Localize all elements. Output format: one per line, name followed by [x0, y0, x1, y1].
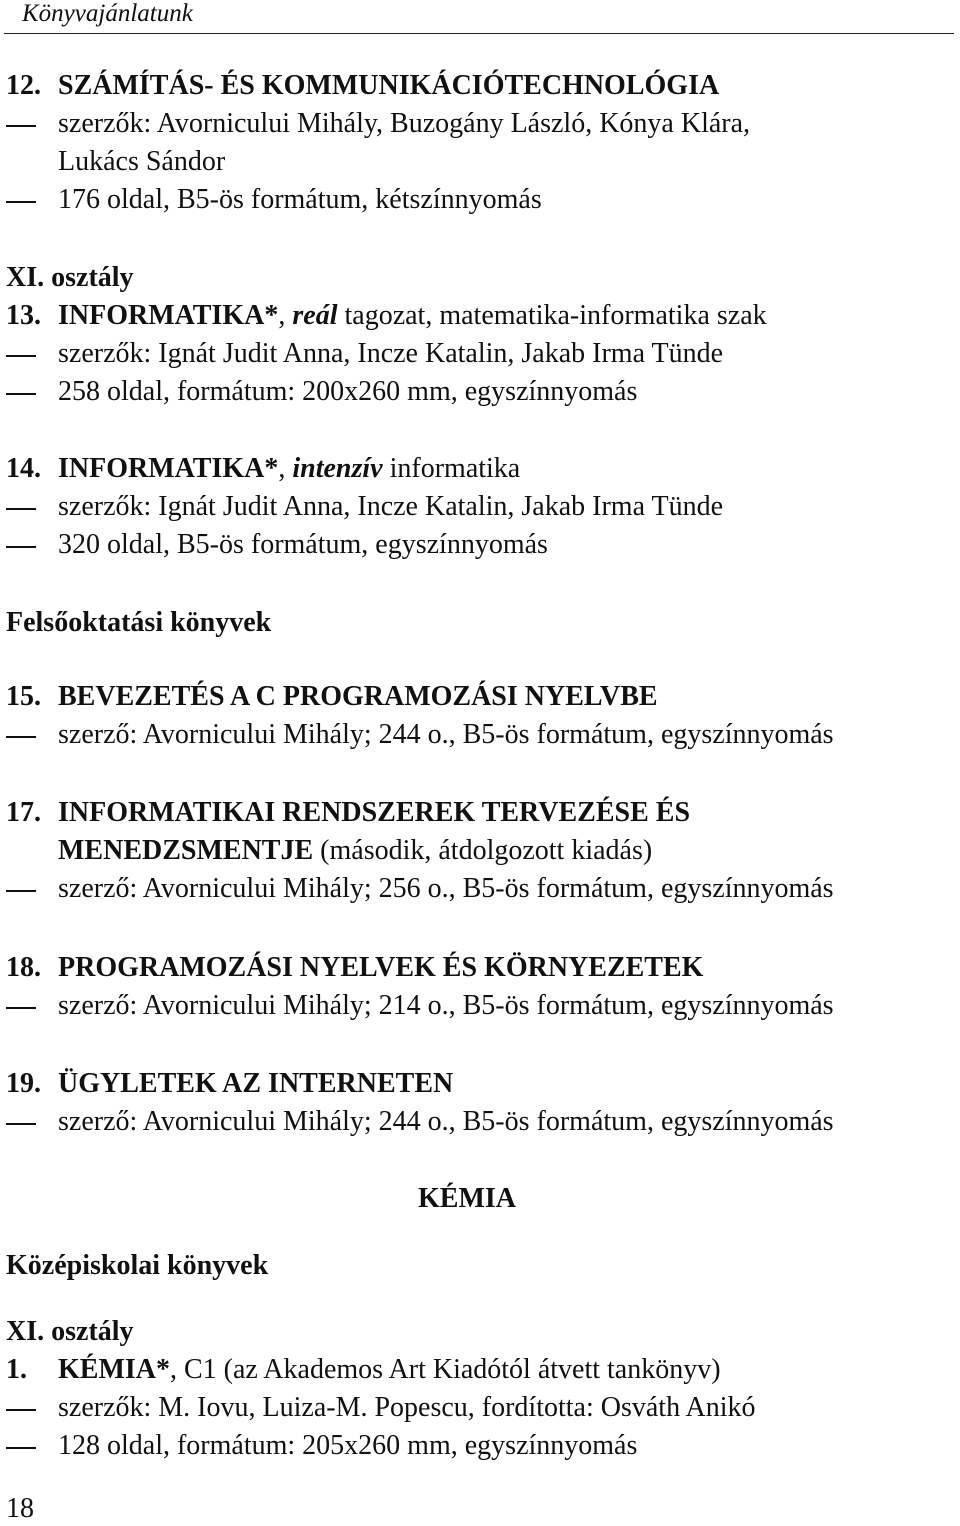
- entry-edition-note: (második, átdolgozott kiadás): [320, 835, 653, 866]
- entry-authors: szerzők: M. Iovu, Luiza-M. Popescu, fordította: Osváth Anikó: [58, 1392, 756, 1423]
- book-entry-19: [6, 1065, 956, 1141]
- book-entry-chem-1: [6, 1351, 956, 1465]
- entry-authors-cont: Lukács Sándor: [58, 146, 226, 177]
- entry-number: 19.: [6, 1068, 41, 1099]
- entry-authors: szerzők: Avornicului Mihály, Buzogány László, Kónya Klára,: [58, 108, 751, 139]
- book-entry-17: [6, 794, 956, 908]
- entry-authors: szerzők: Ignát Judit Anna, Incze Katalin, Jakab Irma Tünde: [58, 338, 724, 369]
- entry-title: INFORMATIKAI RENDSZEREK TERVEZÉSE ÉS: [58, 797, 691, 828]
- entry-details: 258 oldal, formátum: 200x260 mm, egyszínnyomás: [58, 376, 638, 407]
- running-title: Könyvajánlatunk: [22, 0, 193, 27]
- dash-bullet: [6, 546, 36, 548]
- dash-bullet: [6, 393, 36, 395]
- book-entry-18: [6, 949, 956, 1025]
- book-entry-13: 13. INFORMATIKA*, reál tagozat, matematika-informatika szak szerzők: Ignát Judit Anna, Incze Katalin, Jakab Irma Tünde 258 oldal, formátum: 200x260 mm, egyszínnyomás: [6, 297, 956, 411]
- entry-title: INFORMATIKA*: [58, 300, 279, 331]
- entry-details: szerző: Avornicului Mihály; 244 o., B5-ös formátum, egyszínnyomás: [58, 719, 834, 750]
- dash-bullet: [6, 508, 36, 510]
- entry-details: szerző: Avornicului Mihály; 244 o., B5-ös formátum, egyszínnyomás: [58, 1106, 834, 1137]
- entry-title-cont: MENEDZSMENTJE: [58, 835, 314, 866]
- entry-details: szerző: Avornicului Mihály; 214 o., B5-ös formátum, egyszínnyomás: [58, 990, 834, 1021]
- entry-title-emphasis: reál: [292, 300, 338, 331]
- entry-details: 128 oldal, formátum: 205x260 mm, egyszínnyomás: [58, 1430, 638, 1461]
- entry-title: ÜGYLETEK AZ INTERNETEN: [58, 1068, 454, 1099]
- book-entry-12: [6, 67, 956, 219]
- entry-title: BEVEZETÉS A C PROGRAMOZÁSI NYELVBE: [58, 681, 658, 712]
- book-entry-14: 14. INFORMATIKA*, intenzív informatika szerzők: Ignát Judit Anna, Incze Katalin, Jakab Irma Tünde 320 oldal, B5-ös formátum, egyszínnyomás: [6, 450, 956, 564]
- running-header: [4, 0, 954, 34]
- dash-bullet: [6, 1409, 36, 1411]
- entry-title: KÉMIA*: [58, 1354, 170, 1385]
- entry-title-rest: tagozat, matematika-informatika szak: [344, 300, 767, 331]
- entry-title-rest: informatika: [389, 453, 521, 484]
- entry-number: 17.: [6, 797, 41, 828]
- dash-bullet: [6, 355, 36, 357]
- entry-details: 176 oldal, B5-ös formátum, kétszínnyomás: [58, 184, 542, 215]
- entry-title-rest: , C1 (az Akademos Art Kiadótól átvett tankönyv): [170, 1354, 721, 1385]
- book-entry-15: [6, 678, 956, 754]
- section-heading-secondary: Középiskolai könyvek: [6, 1250, 269, 1281]
- dash-bullet: [6, 1447, 36, 1449]
- entry-number: 14.: [6, 453, 41, 484]
- grade-heading-2: XI. osztály: [6, 1316, 134, 1347]
- entry-number: 1.: [6, 1354, 27, 1385]
- entry-number: 12.: [6, 70, 41, 101]
- entry-number: 18.: [6, 952, 41, 983]
- entry-number: 15.: [6, 681, 41, 712]
- dash-bullet: [6, 201, 36, 203]
- dash-bullet: [6, 1007, 36, 1009]
- section-heading-higher-ed: Felsőoktatási könyvek: [6, 607, 272, 638]
- chapter-heading-chemistry: KÉMIA: [418, 1183, 516, 1214]
- page-number: 18: [6, 1493, 34, 1524]
- entry-details: szerző: Avornicului Mihály; 256 o., B5-ös formátum, egyszínnyomás: [58, 873, 834, 904]
- entry-title: SZÁMÍTÁS- ÉS KOMMUNIKÁCIÓTECHNOLÓGIA: [58, 70, 720, 101]
- entry-authors: szerzők: Ignát Judit Anna, Incze Katalin, Jakab Irma Tünde: [58, 491, 724, 522]
- dash-bullet: [6, 125, 36, 127]
- dash-bullet: [6, 736, 36, 738]
- entry-number: 13.: [6, 300, 41, 331]
- dash-bullet: [6, 890, 36, 892]
- entry-title-emphasis: intenzív: [292, 453, 383, 484]
- grade-heading: XI. osztály: [6, 262, 134, 293]
- entry-details: 320 oldal, B5-ös formátum, egyszínnyomás: [58, 529, 548, 560]
- entry-title: PROGRAMOZÁSI NYELVEK ÉS KÖRNYEZETEK: [58, 952, 704, 983]
- entry-title: INFORMATIKA*: [58, 453, 279, 484]
- dash-bullet: [6, 1123, 36, 1125]
